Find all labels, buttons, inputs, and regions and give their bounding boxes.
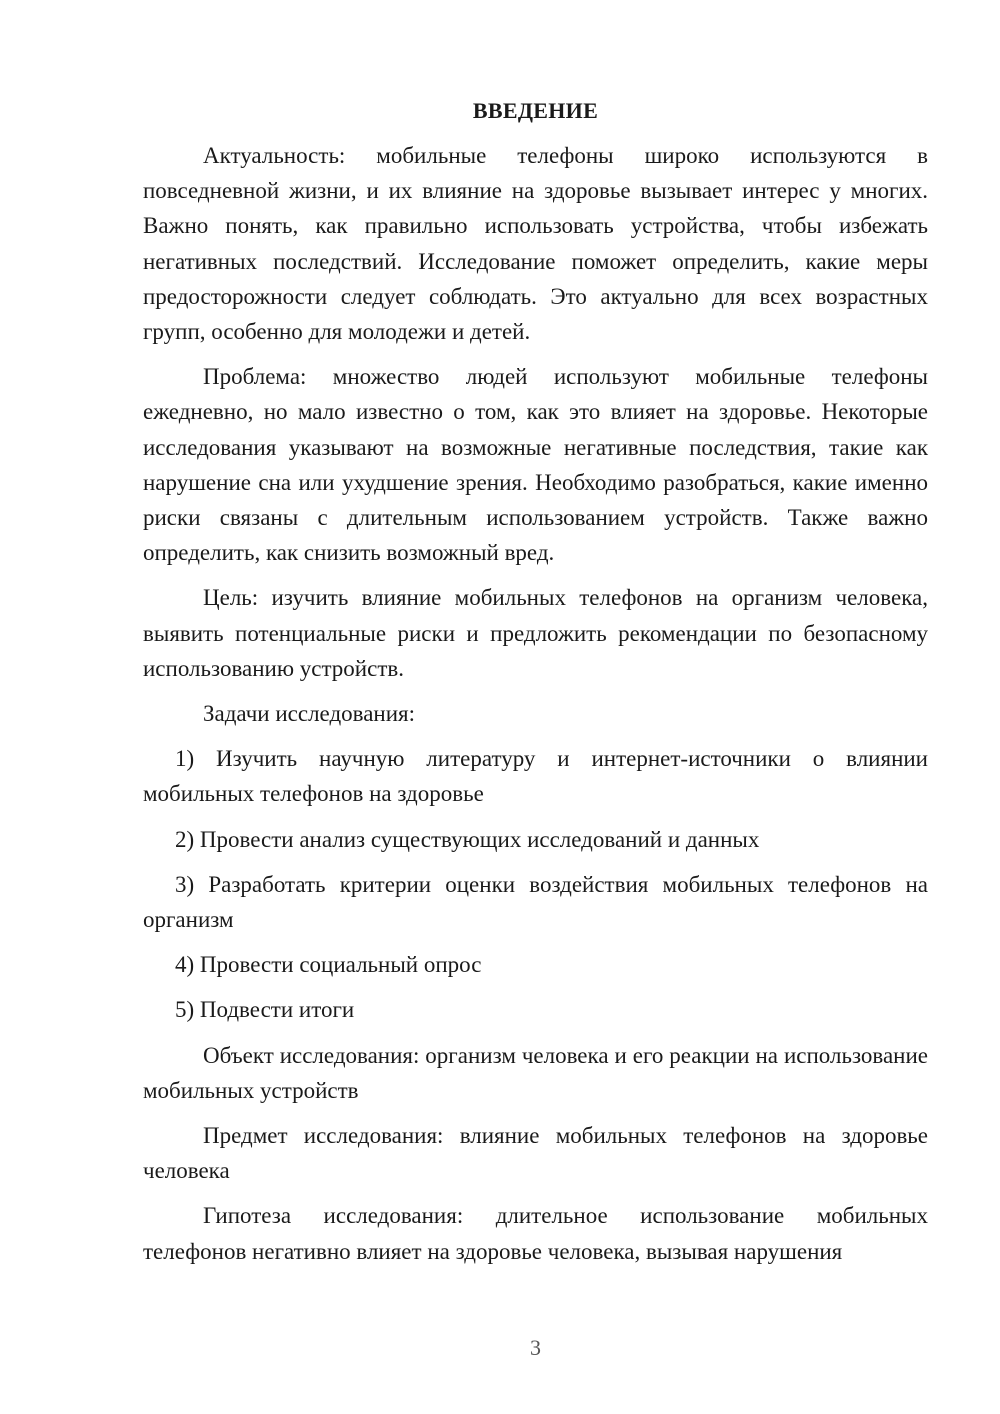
section-title: ВВЕДЕНИЕ xyxy=(472,98,599,123)
object-paragraph: Объект исследования: организм человека и его реакции на использование мобильных устройств xyxy=(143,1042,928,1103)
hypothesis-paragraph: Гипотеза исследования: длительное использование мобильных телефонов негативно влияет на здоровье человека, вызывая нарушения xyxy=(143,1203,928,1264)
goal-paragraph: Цель: изучить влияние мобильных телефонов на организм человека, выявить потенциальные риски и предложить рекомендации по безопасному использованию устройств. xyxy=(143,585,928,681)
task-item: 4) Провести социальный опрос xyxy=(175,952,482,978)
relevance-paragraph: Актуальность: мобильные телефоны широко используются в повседневной жизни, и их влияние на здоровье вызывает интерес у многих. Важно понять, как правильно использовать устройства, чтобы избежать негативных последствий. Исследование поможет определить, какие меры предосторожности следует соблюдать. Это актуально для всех возрастных групп, особенно для молодежи и детей. xyxy=(143,143,928,345)
subject-paragraph: Предмет исследования: влияние мобильных телефонов на здоровье человека xyxy=(143,1123,928,1184)
page-content xyxy=(143,93,928,1279)
page-number: 3 xyxy=(530,1335,541,1360)
task-item: 3) Разработать критерии оценки воздействия мобильных телефонов на организм xyxy=(143,871,928,933)
task-item: 2) Провести анализ существующих исследований и данных xyxy=(175,826,760,852)
tasks-heading: Задачи исследования: xyxy=(203,701,416,727)
task-item: 5) Подвести итоги xyxy=(175,997,355,1023)
problem-paragraph: Проблема: множество людей используют мобильные телефоны ежедневно, но мало известно о том, как это влияет на здоровье. Некоторые исследования указывают на возможные негативные последствия, такие как нарушение сна или ухудшение зрения. Необходимо разобраться, какие именно риски связаны с длительным использованием устройств. Также важно определить, как снизить возможный вред. xyxy=(143,364,928,566)
task-item: 1) Изучить научную литературу и интернет-источники о влиянии мобильных телефонов на здоровье xyxy=(143,746,928,807)
